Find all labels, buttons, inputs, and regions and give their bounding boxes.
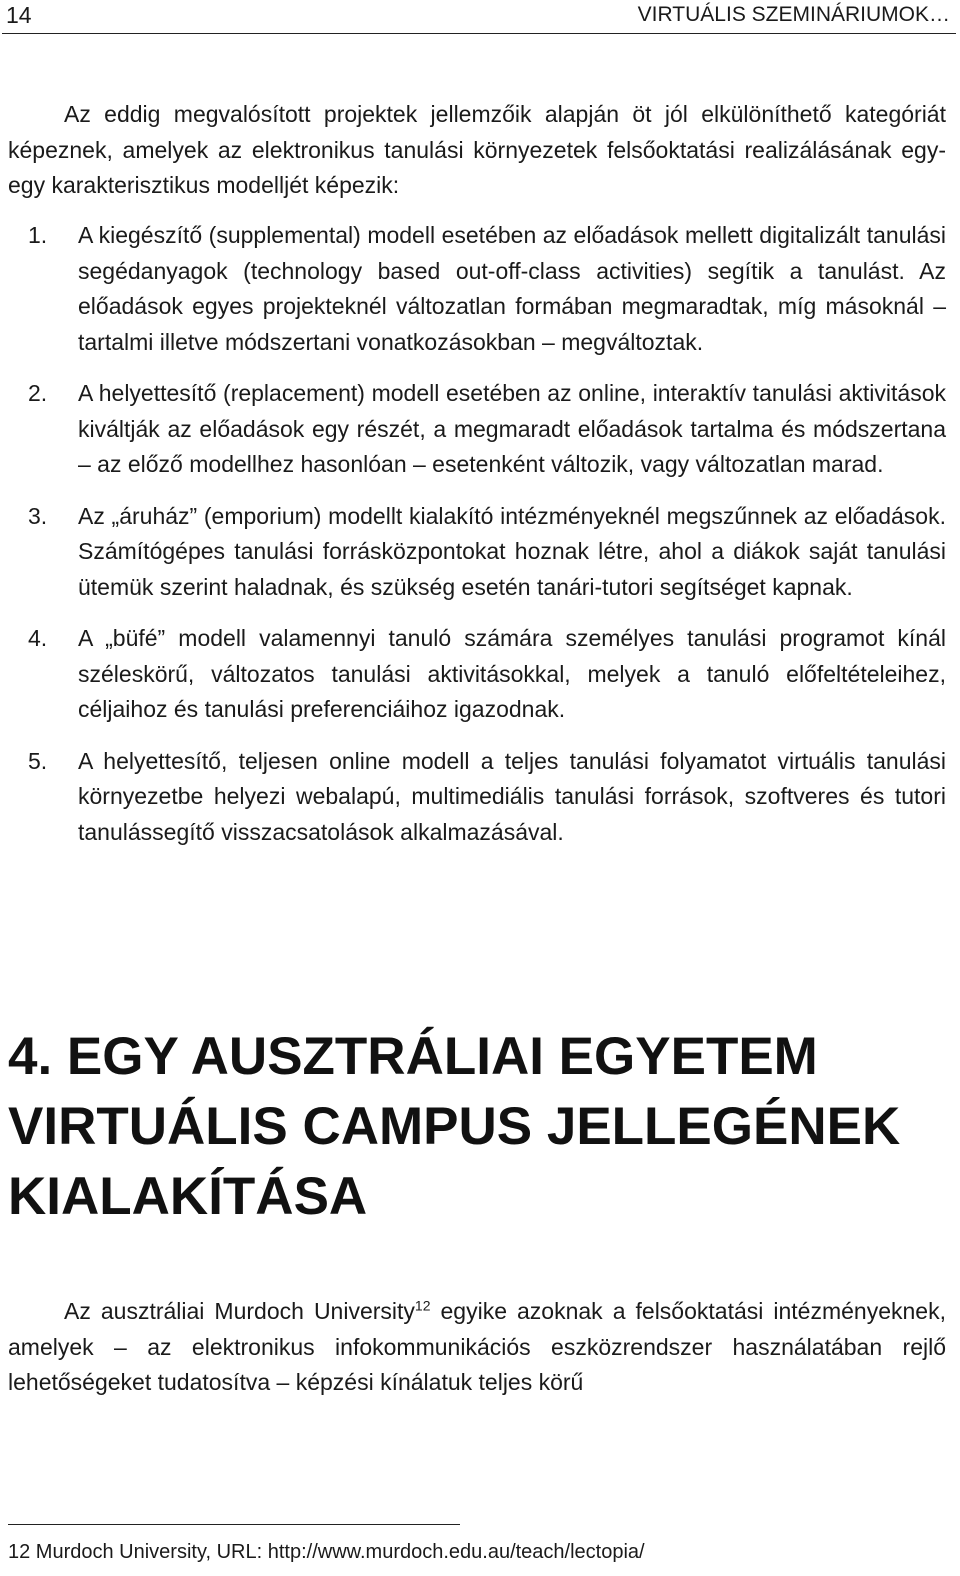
body-paragraph	[8, 1294, 946, 1401]
list-item	[0, 621, 946, 728]
list-item-number: 4.	[28, 625, 48, 651]
body-text: Az ausztráliai Murdoch University	[64, 1298, 415, 1324]
model-list	[0, 218, 960, 850]
page-number: 14	[6, 2, 32, 28]
running-title: VIRTUÁLIS SZEMINÁRIUMOK…	[637, 3, 950, 26]
list-item-text: A kiegészítő (supplemental) modell esetében az előadások mellett digitalizált tanulási segédanyagok (technology based out-off-class activities) segítik a tanulást. Az előadások egyes projekteknél változatlan formában megmaradtak, míg másoknál – tartalmi illetve módszertani vonatkozásokban – megváltoztak.	[78, 222, 946, 355]
list-item-number: 5.	[28, 747, 48, 774]
section-heading-line: 4. EGY AUSZTRÁLIAI EGYETEM	[8, 1027, 818, 1086]
footnote-reference: 12	[414, 1297, 431, 1314]
header-rule	[2, 33, 956, 34]
list-item	[0, 218, 946, 360]
list-item-number: 3.	[28, 502, 48, 529]
list-item	[0, 376, 946, 483]
list-item-text: A helyettesítő (replacement) modell esetében az online, interaktív tanulási aktivitások kiváltják az előadások egy részét, a megmaradt előadások tartalma és módszertana – az előző modellhez hasonlóan – esetenként változik, vagy változatlan marad.	[78, 380, 946, 477]
section-heading	[8, 1022, 900, 1232]
section-heading-line: VIRTUÁLIS CAMPUS JELLEGÉNEK	[8, 1097, 901, 1156]
list-item-number: 2.	[28, 380, 48, 406]
list-item-text: Az „áruház” (emporium) modellt kialakító intézményeknél megszűnnek az előadások. Számítógépes tanulási forrásközpontokat hoznak létre, ahol a diákok saját tanulási ütemük szerint haladnak, és szükség esetén tanári-tutori segítséget kapnak.	[78, 502, 946, 600]
footnote-divider	[8, 1524, 460, 1525]
section-heading-line: KIALAKÍTÁSA	[8, 1167, 368, 1226]
page-header	[0, 0, 960, 36]
list-item	[0, 499, 946, 606]
list-item	[0, 744, 946, 851]
intro-paragraph: Az eddig megvalósított projektek jellemzőik alapján öt jól elkülöníthető kategóriát képeznek, amelyek az elektronikus tanulási környezetek felsőoktatási realizálásának egy- egy karakterisztikus modelljét képezik:	[8, 101, 946, 198]
body-text: egyike azoknak a felsőoktatási intézményeknek, amelyek – az elektronikus infokommunikációs eszközrendszer használatában rejlő lehetőségeket tudatosítva – képzési kínálatuk teljes körű	[8, 1298, 946, 1395]
footnote: 12 Murdoch University, URL: http://www.murdoch.edu.au/teach/lectopia/	[8, 1541, 645, 1563]
list-item-number: 1.	[28, 222, 48, 248]
list-item-text: A helyettesítő, teljesen online modell a teljes tanulási folyamatot virtuális tanulási környezetbe helyezi webalapú, multimediális tanulási források, szoftveres és tutori tanulássegítő visszacsatolások alkalmazásával.	[78, 747, 946, 845]
list-item-text: A „büfé” modell valamennyi tanuló számára személyes tanulási programot kínál széleskörű, változatos tanulási aktivitásokkal, melyek a tanuló előfeltételeihez, céljaihoz és tanulási preferenciáihoz igazodnak.	[78, 625, 946, 722]
